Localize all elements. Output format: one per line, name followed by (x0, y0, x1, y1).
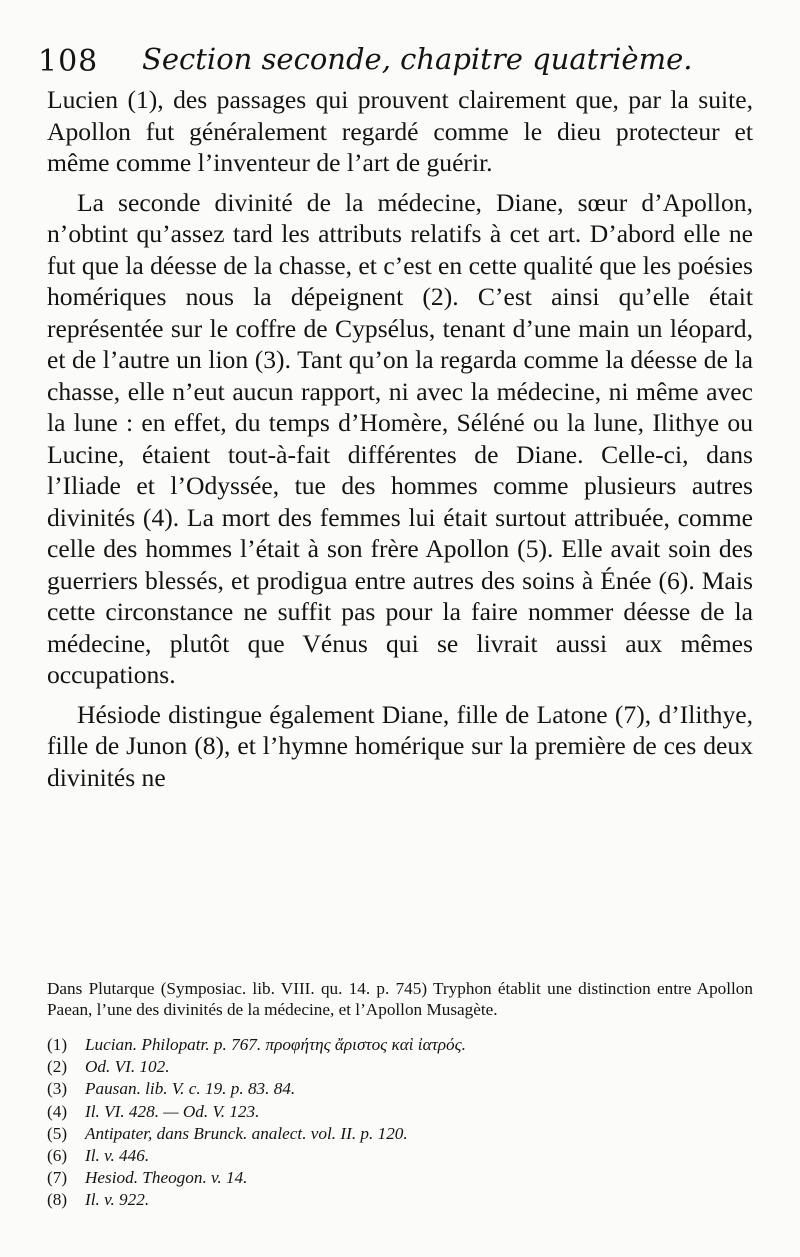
footnote (47, 1145, 753, 1167)
footnote-marker: (6) (47, 1146, 68, 1166)
paragraph: La seconde divinité de la médecine, Diane, sœur d’Apollon, n’obtint qu’assez tard les attributs relatifs à cet art. D’abord elle ne fut que la déesse de la chasse, et c’est en cette qualité que les poésies homériques nous la dépeignent (2). C’est ainsi qu’elle était représentée sur le coffre de Cypsélus, tenant d’une main un léopard, et de l’autre un lion (3). Tant qu’on la regarda comme la déesse de la chasse, elle n’eut aucun rapport, ni avec la médecine, ni même avec la lune : en effet, du temps d’Homère, Séléné ou la lune, Ilithye ou Lucine, étaient tout-à-fait différentes de Diane. Celle-ci, dans l’Iliade et l’Odyssée, tue des hommes comme plusieurs autres divinités (4). La mort des femmes lui était surtout attribuée, comme celle des hommes l’était à son frère Apollon (5). Elle avait soin des guerriers blessés, et prodigua entre autres des soins à Énée (6). Mais cette circonstance ne suffit pas pour la faire nommer déesse de la médecine, plutôt que Vénus qui se livrait aussi aux mêmes occupations. (47, 187, 753, 689)
page-header (38, 40, 778, 80)
footnote-marker: (3) (47, 1079, 68, 1099)
footnote-text: Antipater, dans Brunck. analect. vol. II. p. 120. (85, 1123, 408, 1143)
footnote-continued: Dans Plutarque (Symposiac. lib. VIII. qu. 14. p. 745) Tryphon établit une distinction entre Apollon Paean, l’une des divinités de la médecine, et l’Apollon Musagète. (47, 979, 753, 1019)
running-title: Section seconde, chapitre quatrième. (142, 42, 693, 76)
footnote (47, 1189, 753, 1211)
footnote-marker: (4) (47, 1101, 68, 1121)
footnote (47, 1101, 753, 1123)
footnote (47, 1078, 753, 1100)
footnote (47, 1034, 753, 1056)
body-text (47, 84, 753, 793)
paragraph: Lucien (1), des passages qui prouvent clairement que, par la suite, Apollon fut généralement regardé comme le dieu protecteur et même comme l’inventeur de l’art de guérir. (47, 85, 753, 177)
footnote-text: Lucian. Philopatr. p. 767. προφήτης ἄριστος καὶ ἰατρός. (85, 1035, 466, 1054)
footnote-text: Il. VI. 428. — Od. V. 123. (85, 1101, 260, 1121)
footnote-marker: (1) (47, 1035, 68, 1054)
footnote-text: Il. v. 922. (85, 1190, 150, 1210)
page-number: 108 (38, 44, 99, 79)
footnote-marker: (8) (47, 1190, 68, 1210)
footnote-text: Od. VI. 102. (85, 1057, 170, 1077)
footnote (47, 1123, 753, 1145)
footnote-text: Pausan. lib. V. c. 19. p. 83. 84. (85, 1079, 296, 1099)
footnote-marker: (2) (47, 1057, 68, 1077)
footnote-text: Il. v. 446. (85, 1146, 150, 1166)
footnotes (47, 978, 753, 1212)
footnote (47, 1167, 753, 1189)
paragraph: Hésiode distingue également Diane, fille de Latone (7), d’Ilithye, fille de Junon (8), et l’hymne homérique sur la première de ces deux divinités ne (47, 699, 753, 792)
footnote (47, 1056, 753, 1078)
footnote-marker: (7) (47, 1168, 68, 1188)
footnote-text: Hesiod. Theogon. v. 14. (85, 1168, 248, 1188)
footnote-marker: (5) (47, 1123, 68, 1143)
footnote-list (47, 1034, 753, 1212)
